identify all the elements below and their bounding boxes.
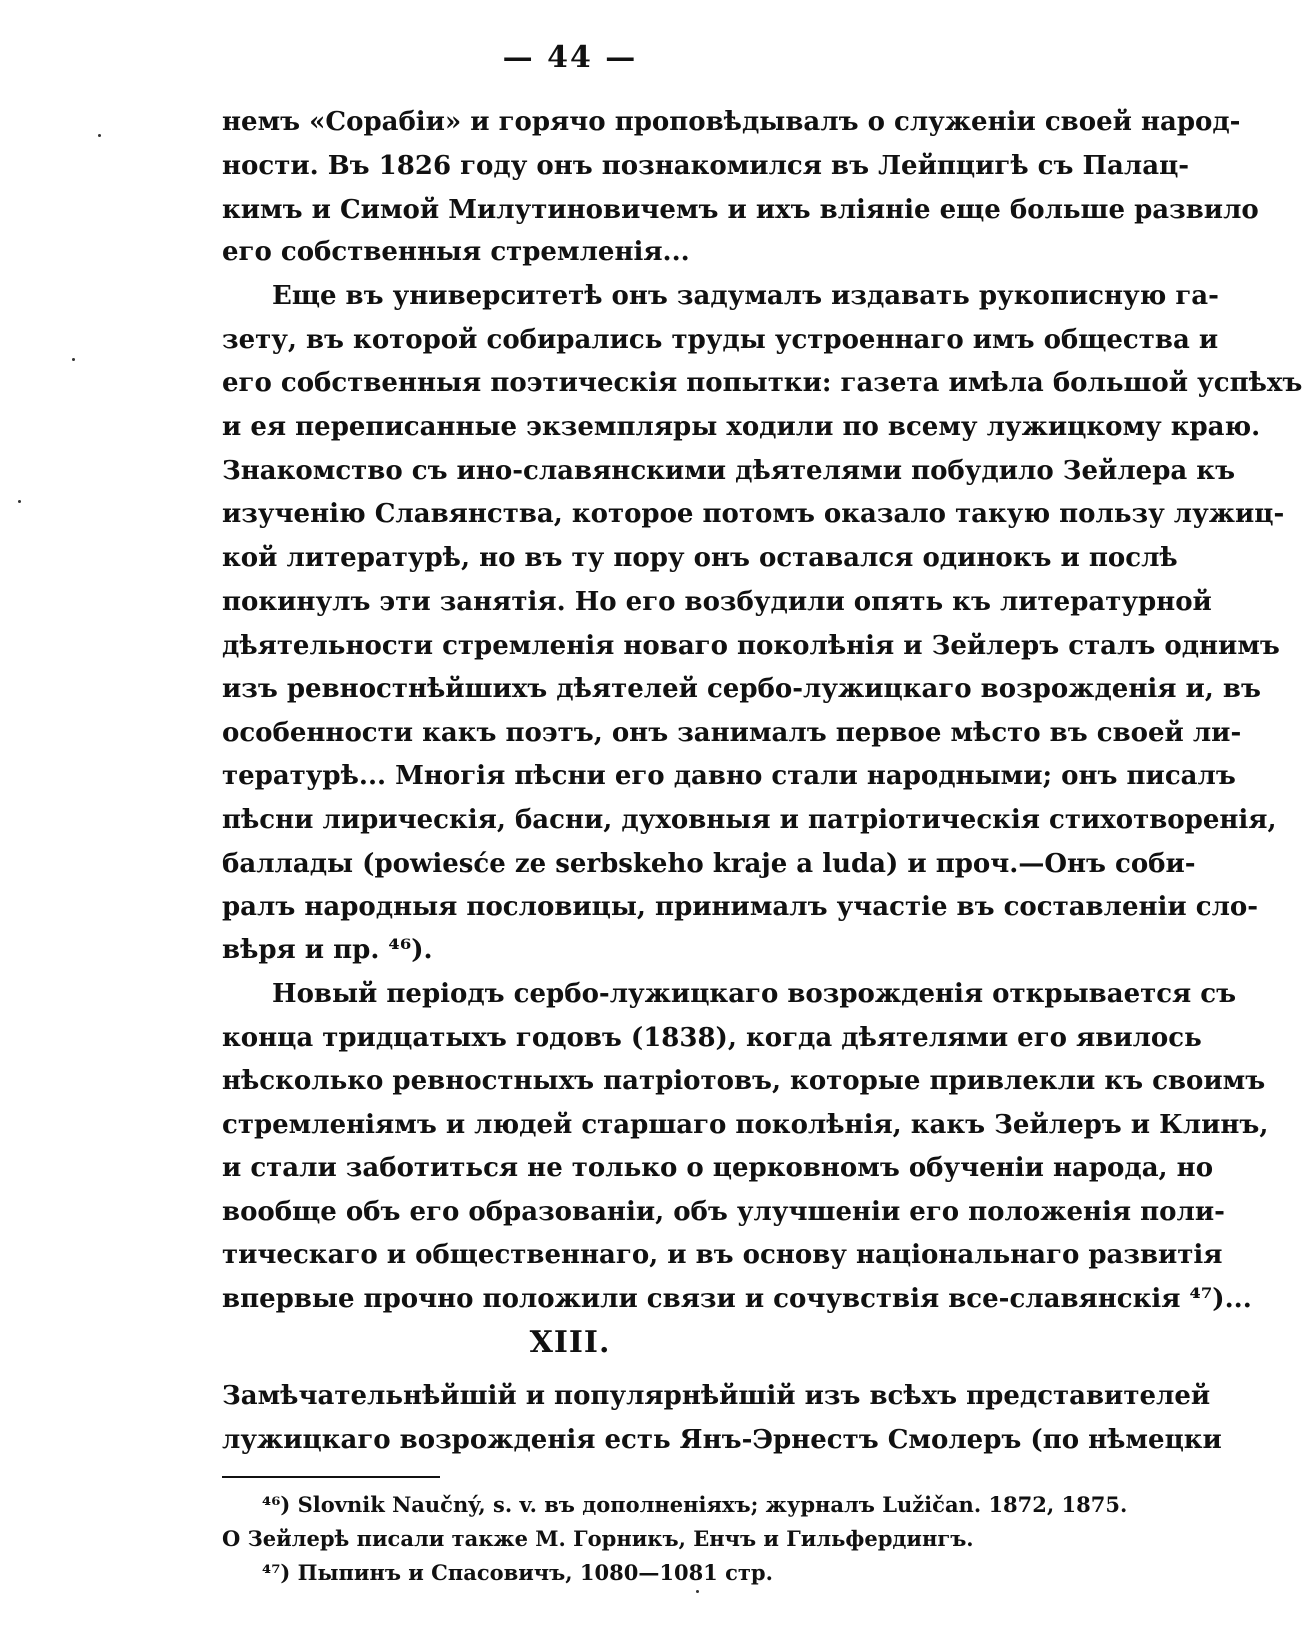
text-line: вообще объ его образованіи, объ улучшеніи его положенія поли-	[222, 1197, 1225, 1227]
text-line: нѣсколько ревностныхъ патріотовъ, которые привлекли къ своимъ	[222, 1066, 1266, 1096]
text-line: покинулъ эти занятія. Но его возбудили опять къ литературной	[222, 587, 1212, 617]
scan-speck	[72, 358, 75, 361]
text-line: Новый періодъ сербо-лужицкаго возрожденія открывается съ	[272, 979, 1237, 1009]
text-line: ралъ народныя пословицы, принималъ участіе въ составленіи сло-	[222, 892, 1259, 922]
text-line: его собственныя поэтическія попытки: газета имѣла большой успѣхъ	[222, 368, 1302, 398]
text-line: Еще въ университетѣ онъ задумалъ издавать рукописную га-	[272, 281, 1219, 311]
text-line: тературѣ... Многія пѣсни его давно стали народными; онъ писалъ	[222, 761, 1236, 791]
text-line: и ея переписанные экземпляры ходили по всему лужицкому краю.	[222, 412, 1261, 442]
text-line: Знакомство съ ино-славянскими дѣятелями побудило Зейлера къ	[222, 456, 1236, 486]
footnote-rule	[222, 1476, 440, 1478]
text-line: особенности какъ поэтъ, онъ занималъ первое мѣсто въ своей ли-	[222, 718, 1242, 748]
text-line: вѣря и пр. ⁴⁶).	[222, 935, 433, 965]
scan-speck	[696, 1590, 699, 1593]
text-line: Замѣчательнѣйшій и популярнѣйшій изъ всѣхъ представителей	[222, 1381, 1211, 1411]
text-line: изъ ревностнѣйшихъ дѣятелей сербо-лужицкаго возрожденія и, въ	[222, 674, 1261, 704]
text-line: зету, въ которой собирались труды устроеннаго имъ общества и	[222, 325, 1219, 355]
text-line: изученію Славянства, которое потомъ оказало такую пользу лужиц-	[222, 499, 1285, 529]
scan-speck	[18, 500, 21, 503]
text-line: пѣсни лирическія, басни, духовныя и патріотическія стихотворенія,	[222, 805, 1277, 835]
text-line: немъ «Сорабіи» и горячо проповѣдывалъ о служеніи своей народ-	[222, 107, 1241, 137]
footnote-47: ⁴⁷) Пыпинъ и Спасовичъ, 1080—1081 стр.	[262, 1560, 773, 1585]
text-line: баллады (powiesće ze serbskeho kraje a luda) и проч.—Онъ соби-	[222, 849, 1196, 879]
text-line: лужицкаго возрожденія есть Янъ-Эрнестъ Смолеръ (по нѣмецки	[222, 1425, 1222, 1455]
text-line: и стали заботиться не только о церковномъ обученіи народа, но	[222, 1153, 1214, 1183]
page-number: — 44 —	[502, 40, 638, 75]
text-line: ности. Въ 1826 году онъ познакомился въ Лейпцигѣ съ Палац-	[222, 151, 1190, 181]
scan-speck	[98, 134, 101, 137]
text-line: кимъ и Симой Милутиновичемъ и ихъ вліяніе еще больше развило	[222, 195, 1259, 225]
text-line: впервые прочно положили связи и сочувствія все-славянскія ⁴⁷)...	[222, 1284, 1252, 1314]
text-line: его собственныя стремленія...	[222, 237, 690, 267]
text-line: конца тридцатыхъ годовъ (1838), когда дѣятелями его явилось	[222, 1023, 1202, 1053]
footnote-46-continued: О Зейлерѣ писали также М. Горникъ, Енчъ и Гильфердингъ.	[222, 1526, 974, 1551]
text-line: стремленіямъ и людей старшаго поколѣнія, какъ Зейлеръ и Клинъ,	[222, 1110, 1269, 1140]
text-line: кой литературѣ, но въ ту пору онъ оставался одинокъ и послѣ	[222, 543, 1178, 573]
text-line: дѣятельности стремленія новаго поколѣнія и Зейлеръ сталъ однимъ	[222, 631, 1280, 661]
section-heading: XIII.	[529, 1325, 611, 1360]
text-line: тическаго и общественнаго, и въ основу національнаго развитія	[222, 1240, 1223, 1270]
footnote-46: ⁴⁶) Slovnik Naučný, s. v. въ дополненіяхъ; журналъ Lužičan. 1872, 1875.	[262, 1492, 1128, 1517]
